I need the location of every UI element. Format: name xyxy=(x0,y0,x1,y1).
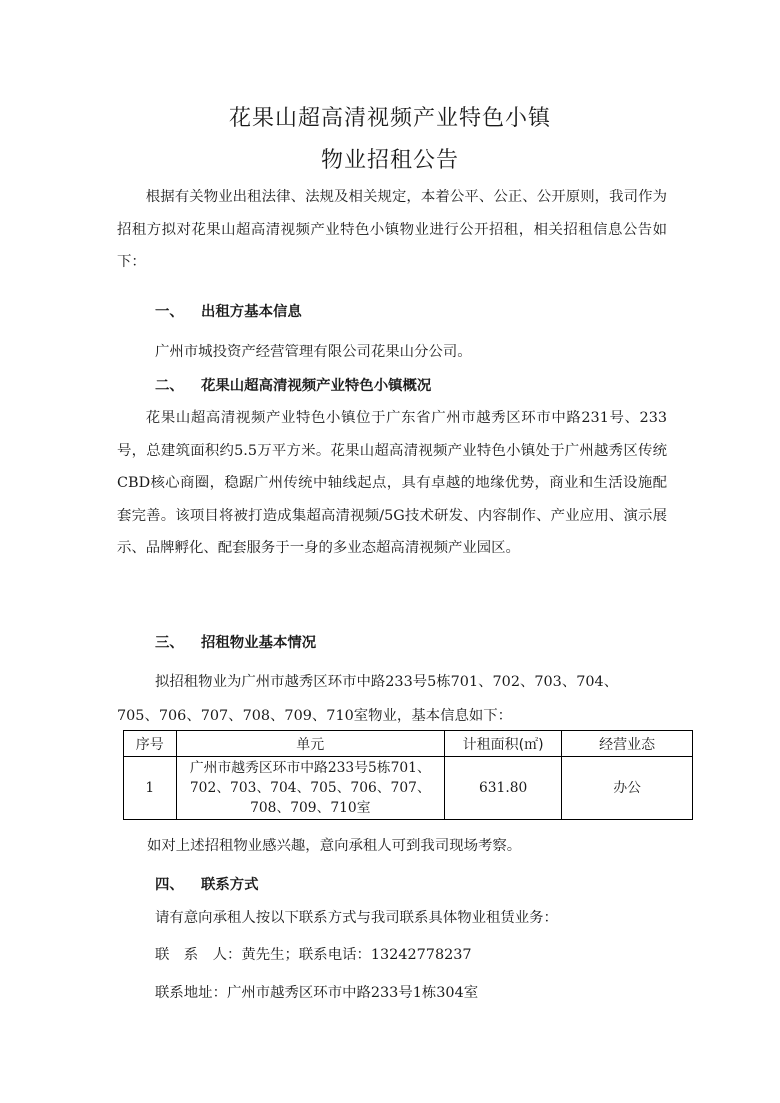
cell-index: 1 xyxy=(124,757,177,820)
header-business: 经营业态 xyxy=(562,731,693,757)
section-3-heading xyxy=(155,631,316,652)
section-3-note: 如对上述招租物业感兴趣，意向承租人可到我司现场考察。 xyxy=(147,838,522,854)
cell-unit-line-3: 708、709、710室 xyxy=(250,800,371,816)
cell-unit xyxy=(176,757,444,820)
contact-address: 联系地址：广州市越秀区环市中路233号1栋304室 xyxy=(155,985,479,1001)
section-3-number: 三、 xyxy=(155,635,184,651)
section-4-number: 四、 xyxy=(155,877,184,893)
section-4-title: 联系方式 xyxy=(201,877,259,893)
cell-area: 631.80 xyxy=(445,757,562,820)
page-title: 花果山超高清视频产业特色小镇 xyxy=(228,106,551,131)
section-1-title: 出租方基本信息 xyxy=(201,304,302,320)
cell-unit-line-1: 广州市越秀区环市中路233号5栋701、 xyxy=(189,760,431,776)
intro-paragraph: 根据有关物业出租法律、法规及相关规定，本着公平、公正、公开原则，我司作为招租方拟对花果山超高清视频产业特色小镇物业进行公开招租，相关招租信息公告如下： xyxy=(117,189,667,270)
header-area: 计租面积(㎡) xyxy=(445,731,562,757)
section-4-heading xyxy=(155,873,259,894)
cell-business: 办公 xyxy=(562,757,693,820)
header-unit: 单元 xyxy=(176,731,444,757)
section-2-body: 花果山超高清视频产业特色小镇位于广东省广州市越秀区环市中路231号、233号，总建筑面积约5.5万平方米。花果山超高清视频产业特色小镇处于广州越秀区传统CBD核心商圈，稳踞广州传统中轴线起点，具有卓越的地缘优势，商业和生活设施配套完善。该项目将被打造成集超高清视频/5G技术研发、内容制作、产业应用、演示展示、品牌孵化、配套服务于一身的多业态超高清视频产业园区。 xyxy=(117,410,667,556)
page-subtitle: 物业招租公告 xyxy=(320,148,459,173)
header-index: 序号 xyxy=(124,731,177,757)
section-3-title: 招租物业基本情况 xyxy=(201,635,317,651)
section-1-heading xyxy=(155,300,302,321)
section-3-body-line-2: 705、706、707、708、709、710室物业，基本信息如下： xyxy=(117,708,513,724)
section-3-body-line-1: 拟招租物业为广州市越秀区环市中路233号5栋701、702、703、704、 xyxy=(155,674,619,690)
contact-person: 联 系 人：黄先生；联系电话：13242778237 xyxy=(155,947,472,963)
table-row xyxy=(124,757,693,820)
table-header-row xyxy=(124,731,693,757)
section-4-body: 请有意向承租人按以下联系方式与我司联系具体物业租赁业务： xyxy=(155,910,558,926)
section-2-number: 二、 xyxy=(155,378,184,394)
property-info-table xyxy=(123,730,693,820)
section-1-number: 一、 xyxy=(155,304,184,320)
section-2-title: 花果山超高清视频产业特色小镇概况 xyxy=(201,378,432,394)
section-1-body: 广州市城投资产经营管理有限公司花果山分公司。 xyxy=(155,344,472,360)
section-2-heading xyxy=(155,374,431,395)
cell-unit-line-2: 702、703、704、705、706、707、 xyxy=(189,780,431,796)
